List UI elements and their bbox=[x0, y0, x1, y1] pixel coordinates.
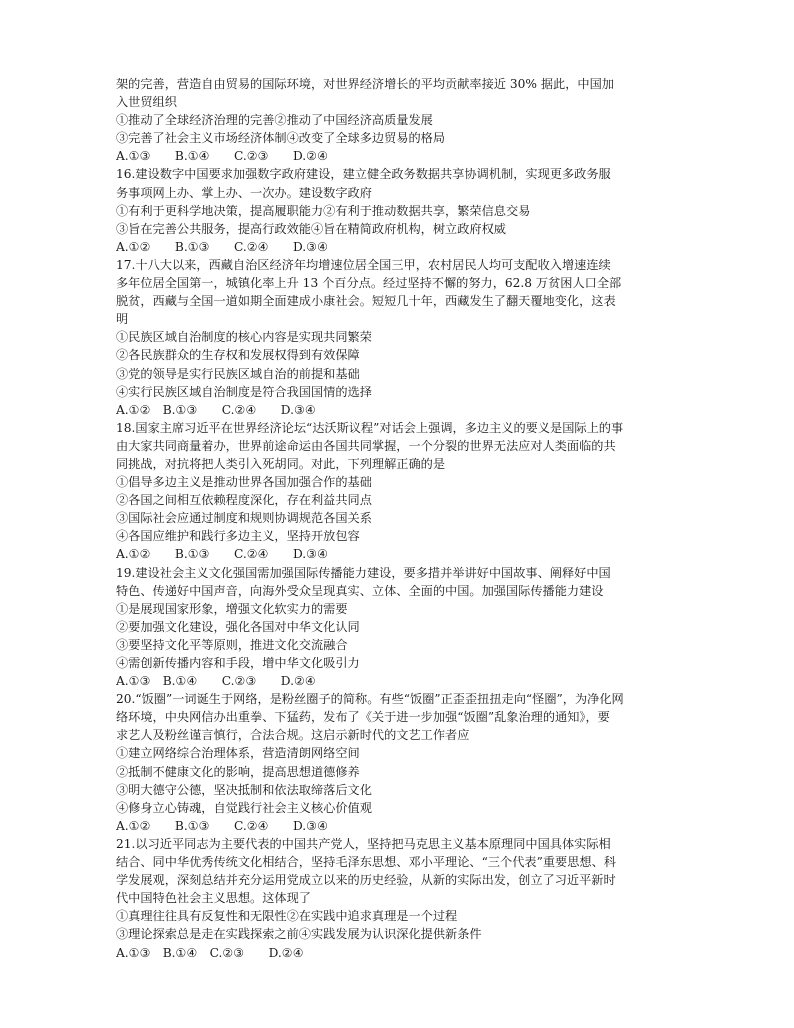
text-line: 入世贸组织 bbox=[116, 95, 177, 110]
text-line: 17.十八大以来，西藏自治区经济年均增速位居全国三甲，农村居民人均可支配收入增速连续 bbox=[116, 257, 611, 272]
text-line: 多年位居全国第一，城镇化率上升 13 个百分点。经过坚持不懈的努力，62.8 万贫困人口全部 bbox=[116, 276, 622, 291]
text-line: ③要坚持文化平等原则，推进文化交流融合 bbox=[116, 637, 348, 652]
text-line: A.①③ B.①④ C.②③ D.②④ bbox=[116, 674, 316, 689]
text-line: 16.建设数字中国要求加强数字政府建设，建立健全政务数据共享协调机制，实现更多政务服 bbox=[116, 167, 611, 182]
text-line: ①是展现国家形象，增强文化软实力的需要 bbox=[116, 601, 348, 616]
text-line: ③明大德守公德，坚决抵制和依法取缔落后文化 bbox=[116, 782, 372, 797]
text-line: ②要加强文化建设，强化各国对中华文化认同 bbox=[116, 619, 360, 634]
text-line: ④需创新传播内容和手段，增中华文化吸引力 bbox=[116, 656, 360, 670]
text-line: ①推动了全球经济治理的完善②推动了中国经济高质量发展 bbox=[116, 113, 433, 128]
text-line: ①建立网络综合治理体系，营造清朗网络空间 bbox=[116, 746, 360, 761]
text-line: 务事项网上办、掌上办、一次办。建设数字政府 bbox=[116, 185, 372, 200]
text-line: 代中国特色社会主义思想。这体现了 bbox=[116, 891, 311, 906]
text-line: 同挑战，对抗将把人类引入死胡同。对此，下列理解正确的是 bbox=[116, 456, 446, 471]
text-line: A.①② B.①③ C.②④ D.③④ bbox=[116, 547, 329, 562]
text-line: A.①② B.①③ C.②④ D.③④ bbox=[116, 402, 316, 417]
text-line: 特色、传递好中国声音，向海外受众呈现真实、立体、全面的中国。加强国际传播能力建设 bbox=[116, 583, 604, 598]
text-line: ③国际社会应通过制度和规则协调规范各国关系 bbox=[116, 511, 372, 526]
text-line: 20.“饭圈”一词诞生于网络，是粉丝圈子的简称。有些“饭圈”正歪歪扭扭走向“怪圈”，为净化网 bbox=[116, 692, 624, 707]
text-line: ②各民族群众的生存权和发展权得到有效保障 bbox=[116, 348, 360, 363]
text-line: ①有利于更科学地决策，提高履职能力②有利于推动数据共享，繁荣信息交易 bbox=[116, 203, 531, 218]
text-line: ④实行民族区域自治制度是符合我国国情的选择 bbox=[116, 384, 372, 399]
text-line: 架的完善，营造自由贸易的国际环境，对世界经济增长的平均贡献率接近 30% 据此，中国加 bbox=[116, 77, 614, 91]
text-line: ①民族区域自治制度的核心内容是实现共同繁荣 bbox=[116, 330, 372, 345]
text-line: ②抵制不健康文化的影响，提高思想道德修养 bbox=[116, 764, 360, 779]
text-line: ④修身立心铸魂，自觉践行社会主义核心价值观 bbox=[116, 800, 372, 815]
text-line: 脱贫，西藏与全国一道如期全面建成小康社会。短短几十年，西藏发生了翻天覆地变化，这表 bbox=[116, 294, 616, 309]
document-page bbox=[116, 75, 682, 962]
text-line: 18.国家主席习近平在世界经济论坛“达沃斯议程”对话会上强调，多边主义的要义是国际上的事 bbox=[116, 420, 624, 435]
text-line: 结合、同中华优秀传统文化相结合，坚持毛泽东思想、邓小平理论、“三个代表”重要思想、科 bbox=[116, 855, 616, 870]
text-line: ③完善了社会主义市场经济体制④改变了全球多边贸易的格局 bbox=[116, 131, 446, 146]
text-line: ④各国应维护和践行多边主义，坚持开放包容 bbox=[116, 529, 360, 544]
text-line: ①倡导多边主义是推动世界各国加强合作的基础 bbox=[116, 475, 372, 490]
text-line: A.①③ B.①④ C.②③ D.②④ bbox=[116, 149, 329, 164]
text-line: 求艺人及粉丝谨言慎行，合法合规。这启示新时代的文艺工作者应 bbox=[116, 728, 470, 743]
text-line: ③党的领导是实行民族区域自治的前提和基础 bbox=[116, 366, 360, 381]
text-line: A.①② B.①③ C.②④ D.③④ bbox=[116, 239, 329, 254]
text-line: ①真理往往具有反复性和无限性②在实践中追求真理是一个过程 bbox=[116, 909, 458, 924]
text-line: ②各国之间相互依赖程度深化，存在利益共同点 bbox=[116, 493, 372, 508]
text-line: A.①② B.①③ C.②④ D.③④ bbox=[116, 818, 329, 833]
text-line: 19.建设社会主义文化强国需加强国际传播能力建设，要多措并举讲好中国故事、阐释好中国 bbox=[116, 565, 611, 580]
text-line: 络环境，中央网信办出重拳、下猛药，发布了《关于进一步加强“饭圈”乱象治理的通知》，要 bbox=[116, 710, 610, 725]
text-line: ③理论探索总是走在实践探索之前④实践发展为认识深化提供新条件 bbox=[116, 927, 482, 942]
text-line: ③旨在完善公共服务，提高行政效能④旨在精简政府机构，树立政府权威 bbox=[116, 221, 506, 236]
text-line: 21.以习近平同志为主要代表的中国共产党人，坚持把马克思主义基本原理同中国具体实际相 bbox=[116, 836, 611, 851]
text-line: 由大家共同商量着办，世界前途命运由各国共同掌握，一个分裂的世界无法应对人类面临的共 bbox=[116, 438, 616, 453]
text-line: 学发展观，深刻总结并充分运用党成立以来的历史经验，从新的实际出发，创立了习近平新时 bbox=[116, 873, 616, 888]
text-line: A.①③ B.①④ C.②③ D.②④ bbox=[116, 945, 304, 960]
text-line: 明 bbox=[116, 312, 129, 327]
